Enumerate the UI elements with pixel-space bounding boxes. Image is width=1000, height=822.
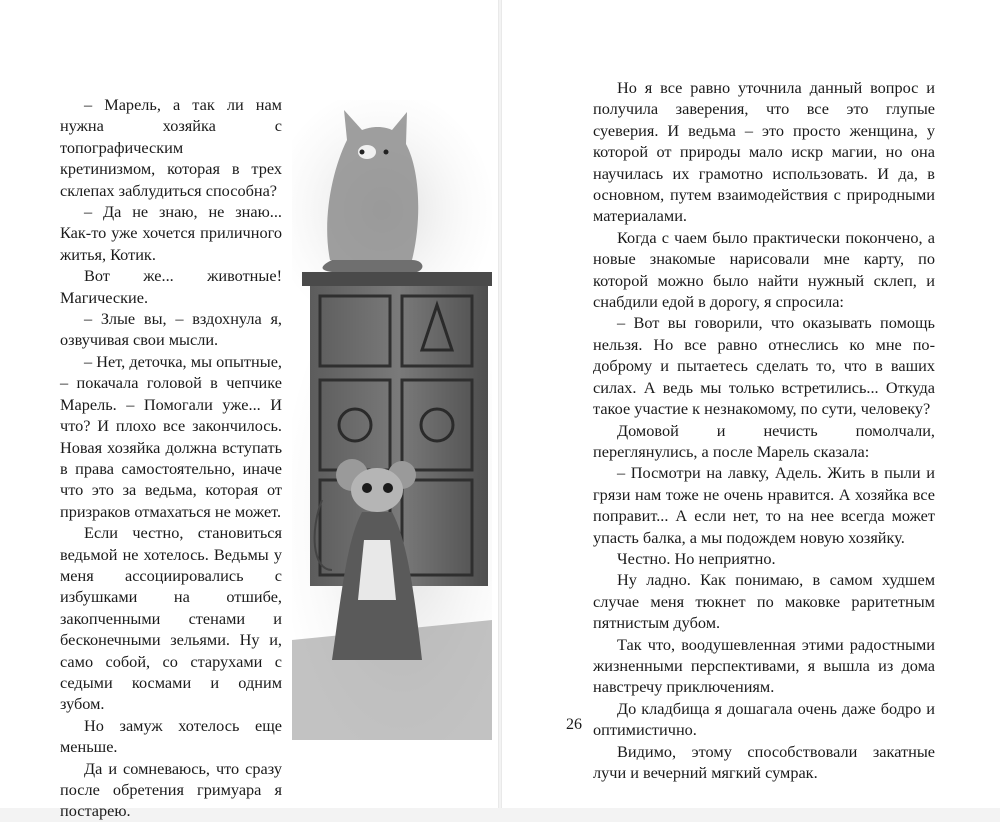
paragraph: Ну ладно. Как понимаю, в самом худшем случае меня тюкнет по маковке раритетным пятнистым дубом. (593, 570, 935, 633)
paragraph: Но я все равно уточнила данный вопрос и получила заверения, что все это глупые суеверия. И ведьма – это просто женщина, у которой от природы мало искр магии, но она научилась их грамотно использовать. И да, в основном, путем взаимодействия с природными материалами. (593, 78, 935, 226)
right-text-column (593, 77, 935, 783)
page-number: 26 (566, 716, 582, 733)
paragraph: – Злые вы, – вздохнула я, озвучивая свои мысли. (60, 309, 282, 350)
paragraph: Домовой и нечисть помолчали, переглянулись, а после Марель сказала: (593, 420, 935, 461)
paragraph: – Марель, а так ли нам нужна хозяйка с топографическим кретинизмом, которая в трех склепах заблудиться способна? (60, 95, 282, 200)
paragraph: Да и сомневаюсь, что сразу после обретения гримуара я постарею. (60, 758, 282, 821)
paragraph: Честно. Но неприятно. (617, 548, 776, 568)
paragraph: Вот же... животные! Магические. (60, 266, 282, 307)
paragraph: Когда с чаем было практически покончено, а новые знакомые нарисовали мне карту, по которой можно было найти нужный склеп, и снабдили едой в дорогу, я спросила: (593, 227, 935, 312)
book-gutter (498, 0, 502, 808)
paragraph: Видимо, этому способствовали закатные лучи и вечерний мягкий сумрак. (593, 741, 935, 782)
paragraph: – Посмотри на лавку, Адель. Жить в пыли и грязи нам тоже не очень нравится. А хозяйка все поправит... А если нет, то на нее всегда может упасть балка, а мы подождем новую хозяйку. (593, 463, 935, 547)
paragraph: Так что, воодушевленная этими радостными жизненными перспективами, я вышла из дома навстречу приключениям. (593, 634, 935, 697)
illustration (292, 100, 492, 740)
left-text-column (60, 94, 282, 822)
paragraph: – Вот вы говорили, что оказывать помощь нельзя. Но все равно отнеслись ко мне по-доброму и пытаетесь сделать то, что в ваших силах. А ведь мы только встретились... Откуда такое участие к незнакомому, по сути, человеку? (593, 313, 935, 419)
paragraph: Но замуж хотелось еще меньше. (60, 715, 282, 757)
paragraph: Если честно, становиться ведьмой не хотелось. Ведьмы у меня ассоциировались с избушками на отшибе, закопченными стенами и бесконечными зельями. Ну и, само собой, со старухами с седыми космами и одним зубом. (60, 523, 282, 714)
paragraph: До кладбища я дошагала очень даже бодро и оптимистично. (593, 698, 935, 740)
paragraph: – Да не знаю, не знаю... Как-то уже хочется приличного житья, Котик. (60, 202, 282, 264)
paragraph: – Нет, деточка, мы опытные, – покачала головой в чепчике Марель. – Помогали уже... И что? И плохо все закончилось. Новая хозяйка должна вступать в права самостоятельно, иначе что это за ведьма, которая от призраков отмахаться не может. (60, 351, 282, 521)
